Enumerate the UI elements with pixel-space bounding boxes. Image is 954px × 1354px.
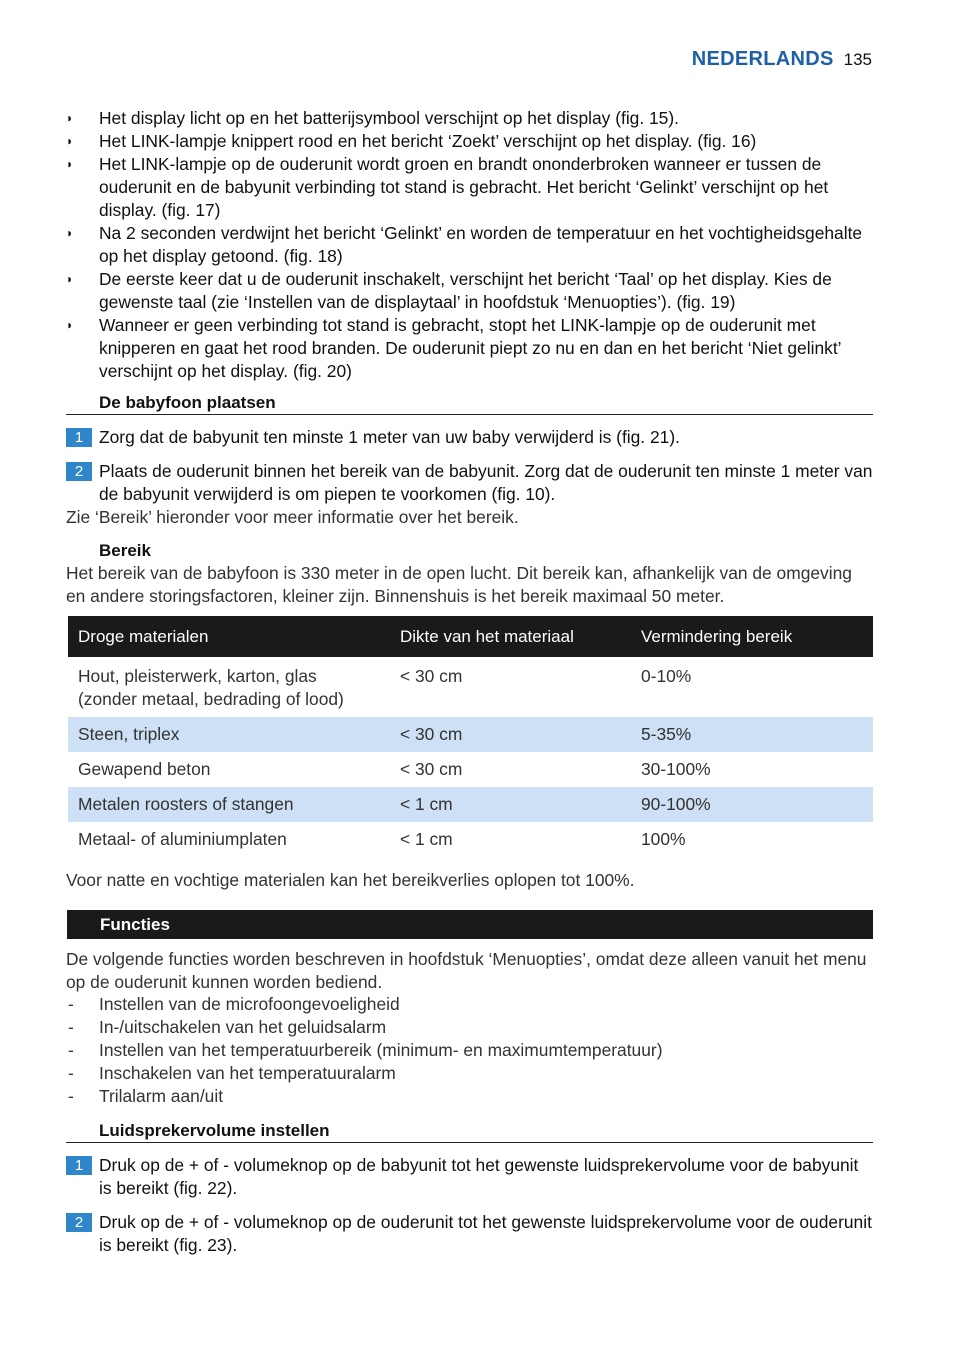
table-cell: 0-10%: [641, 666, 692, 686]
table-cell: < 1 cm: [400, 829, 453, 849]
list-item: ◗ Het LINK-lampje knippert rood en het bericht ‘Zoekt’ verschijnt op het display. (fig. 16): [66, 131, 757, 151]
table-cell: 100%: [641, 829, 686, 849]
table-cell: Hout, pleisterwerk, karton, glas (zonder metaal, bedrading of lood): [78, 666, 344, 709]
table-cell: < 30 cm: [400, 759, 463, 779]
table-cell: Metalen roosters of stangen: [68, 787, 390, 822]
bullet-icon: ◗: [66, 134, 74, 148]
table-header-cell: Vermindering bereik: [631, 616, 873, 657]
table-row: [68, 822, 873, 857]
table-cell: Gewapend beton: [78, 759, 211, 779]
range-description: Het bereik van de babyfoon is 330 meter in de open lucht. Dit bereik kan, afhankelijk van de omgeving en andere storingsfactoren, kleiner zijn. Binnenshuis is het bereik maximaal 50 meter.: [66, 563, 852, 606]
step-item: [66, 1154, 873, 1200]
table-cell: < 30 cm: [400, 666, 463, 686]
list-item: ◗ Het LINK-lampje op de ouderunit wordt groen en brandt ononderbroken wanneer er tussen de ouderunit en de babyunit verbinding tot stand is gebracht. Het bericht ‘Gelinkt’ verschijnt op het display. (fig. 17): [66, 154, 829, 220]
table-cell: 90-100%: [631, 787, 873, 822]
table-header-row: [68, 616, 873, 657]
table-cell: < 30 cm: [390, 717, 631, 752]
list-item: ◗ Wanneer er geen verbinding tot stand is gebracht, stopt het LINK-lampje op de ouderunit met knipperen en gaat het rood branden. De ouderunit piept zo nu en dan en het bericht ‘Niet gelinkt’ verschijnt op het display. (fig. 20): [66, 315, 841, 381]
table-cell: 5-35%: [631, 717, 873, 752]
list-item: - Trilalarm aan/uit: [68, 1086, 224, 1106]
functions-intro: De volgende functies worden beschreven in hoofdstuk ‘Menuopties’, omdat deze alleen vanuit het menu op de ouderunit kunnen worden bediend.: [66, 949, 867, 992]
table-cell: Steen, triplex: [68, 717, 390, 752]
step-item: [66, 460, 873, 506]
functions-list: [66, 993, 873, 1108]
dash-marker: -: [68, 994, 74, 1014]
section-heading-volume: Luidsprekervolume instellen: [66, 1119, 873, 1143]
step-number-badge: 2: [66, 1213, 92, 1232]
step-item: [66, 1211, 873, 1257]
bullet-icon: ◗: [66, 226, 74, 240]
list-item: ◗ Na 2 seconden verdwijnt het bericht ‘Gelinkt’ en worden de temperatuur en het vochtigheidsgehalte op het display getoond. (fig. 18): [66, 223, 863, 266]
table-header-cell: Dikte van het materiaal: [390, 616, 631, 657]
step-number-badge: 1: [66, 1156, 92, 1175]
table-cell: < 1 cm: [390, 787, 631, 822]
table-header-cell: Droge materialen: [68, 616, 390, 657]
dash-marker: -: [68, 1086, 74, 1106]
step-number-badge: 2: [66, 462, 92, 481]
placing-note: Zie ‘Bereik’ hieronder voor meer informatie over het bereik.: [66, 507, 519, 527]
page-header: [692, 48, 872, 71]
step-number-badge: 1: [66, 428, 92, 447]
list-item: - Instellen van de microfoongevoeligheid: [68, 994, 400, 1014]
step-text: Zorg dat de babyunit ten minste 1 meter van uw baby verwijderd is (fig. 21).: [99, 427, 680, 447]
dash-marker: -: [68, 1017, 74, 1037]
step-text: Druk op de + of - volumeknop op de ouderunit tot het gewenste luidsprekervolume voor de ouderunit is bereikt (fig. 23).: [99, 1212, 872, 1255]
list-item: ◗ De eerste keer dat u de ouderunit inschakelt, verschijnt het bericht ‘Taal’ op het display. Kies de gewenste taal (zie ‘Instellen van de displaytaal’ in hoofdstuk ‘Menuopties’). (fig. 19): [66, 269, 832, 312]
section-heading-placing: De babyfoon plaatsen: [66, 391, 873, 415]
bullet-icon: ◗: [66, 318, 74, 332]
list-item: - In-/uitschakelen van het geluidsalarm: [68, 1017, 387, 1037]
step-text: Plaats de ouderunit binnen het bereik van de babyunit. Zorg dat de ouderunit ten minste 1 meter van de babyunit verwijderd is om piepen te voorkomen (fig. 10).: [99, 461, 873, 504]
section-bar-functions: Functies: [67, 910, 873, 939]
dash-marker: -: [68, 1063, 74, 1083]
language-label: NEDERLANDS: [691, 48, 834, 70]
status-bullet-list: [66, 107, 878, 383]
step-item: [66, 426, 873, 449]
bullet-icon: ◗: [66, 272, 74, 286]
table-cell: 30-100%: [641, 759, 711, 779]
list-item: - Inschakelen van het temperatuuralarm: [68, 1063, 396, 1083]
table-row: [68, 717, 873, 752]
list-item: - Instellen van het temperatuurbereik (minimum- en maximumtemperatuur): [68, 1040, 663, 1060]
bullet-icon: ◗: [66, 111, 74, 125]
table-cell: Metaal- of aluminiumplaten: [78, 829, 287, 849]
dash-marker: -: [68, 1040, 74, 1060]
table-row: [68, 657, 873, 717]
table-row: [68, 752, 873, 787]
table-row: [68, 787, 873, 822]
step-text: Druk op de + of - volumeknop op de babyunit tot het gewenste luidsprekervolume voor de babyunit is bereikt (fig. 22).: [99, 1155, 859, 1198]
section-heading-range: Bereik: [99, 541, 151, 560]
list-item: ◗ Het display licht op en het batterijsymbool verschijnt op het display (fig. 15).: [66, 108, 679, 128]
range-table: [68, 616, 873, 857]
bullet-icon: ◗: [66, 157, 74, 171]
wet-materials-note: Voor natte en vochtige materialen kan het bereikverlies oplopen tot 100%.: [66, 870, 635, 890]
page-number: 135: [843, 50, 872, 69]
